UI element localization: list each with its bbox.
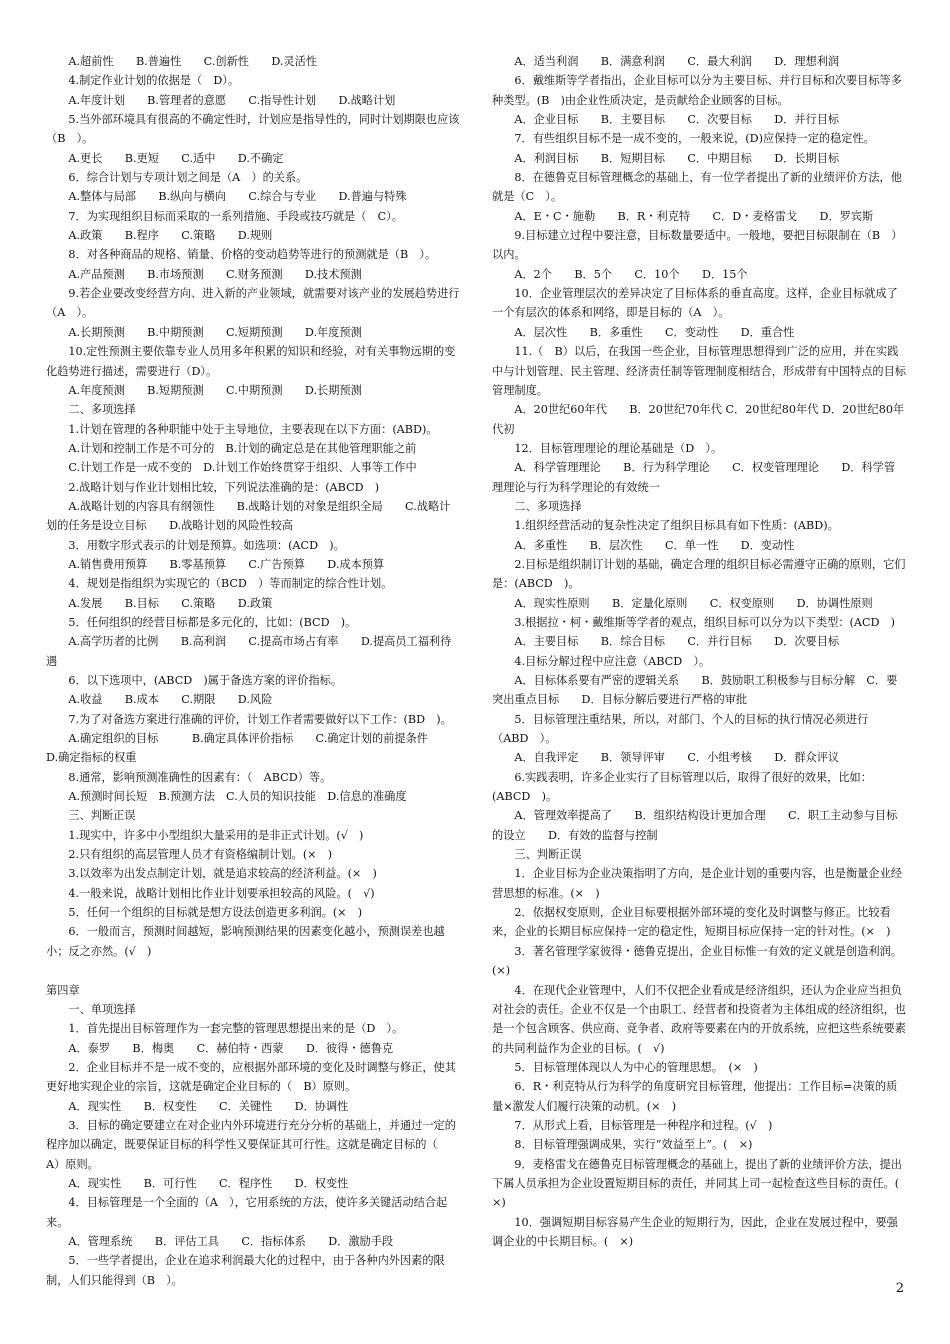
text-line: 9．麦格雷戈在德鲁克目标管理概念的基础上，提出了新的业绩评价方法，提出下属人员承担为企业设置短期目标的责任，并同其上司一起检查这些目标的责任。( ×) bbox=[492, 1157, 911, 1210]
text-line: 5．任何组织的经营目标都是多元化的，比如：(BCD )。 bbox=[68, 615, 357, 629]
text-line: C.计划工作是一成不变的 D.计划工作始终贯穿于组织、人事等工作中 bbox=[68, 461, 417, 475]
text-line: A．多重性 B．层次性 C．单一性 D．变动性 bbox=[514, 538, 795, 552]
text-line: A.政策 B.程序 C.策略 D.规则 bbox=[68, 229, 273, 243]
text-line: A．主要目标 B．综合目标 C．并行目标 D．次要目标 bbox=[514, 635, 840, 649]
text-line: 5．目标管理注重结果，所以，对部门、个人的目标的执行情况必须进行（ABD ）。 bbox=[492, 712, 869, 746]
text-line: 3．目标的确定要建立在对企业内外环境进行充分分析的基础上，并通过一定的程序加以确定，既要保证目标的科学性又要保证其可行性。这就是确定目标的（ A）原则。 bbox=[46, 1118, 456, 1171]
text-line: 4.目标分解过程中应注意（ABCD ）。 bbox=[514, 654, 711, 668]
section-heading: 二、多项选择 bbox=[514, 499, 582, 513]
text-line: 2.战略计划与作业计划相比较，下列说法准确的是：(ABCD ) bbox=[68, 480, 380, 494]
text-line: 7．有些组织目标不是一成不变的，一般来说，(D)应保持一定的稳定性。 bbox=[514, 132, 875, 146]
text-line: A.年度预测 B.短期预测 C.中期预测 D.长期预测 bbox=[68, 383, 362, 397]
text-line: 6.实践表明，许多企业实行了目标管理以后，取得了很好的效果，比如：(ABCD )。 bbox=[492, 770, 872, 804]
text-line: 11.（ B）以后，在我国一些企业，目标管理思想得到广泛的应用，并在实践中与计划管理、民主管理、经济责任制等管理制度相结合，形成带有中国特点的目标管理制度。 bbox=[492, 345, 906, 397]
text-line: A．现实性 B．权变性 C．关键性 D．协调性 bbox=[68, 1099, 349, 1113]
text-line: 3．著名管理学家彼得・德鲁克提出，企业目标惟一有效的定义就是创造利润。(×) bbox=[492, 944, 902, 978]
text-line: 9.若企业要改变经营方向、进入新的产业领域，就需要对该产业的发展趋势进行（A ）。 bbox=[46, 287, 460, 320]
text-line: 6．R・利克特从行为科学的角度研究目标管理，他提出：工作目标=决策的质量×激发人们履行决策的动机。(× ) bbox=[492, 1080, 898, 1113]
text-line: 6．综合计划与专项计划之间是（A ）的关系。 bbox=[68, 171, 308, 185]
text-line: A．利润目标 B．短期目标 C．中期目标 D．长期目标 bbox=[514, 151, 840, 165]
text-line: 1.现实中，许多中小型组织大量采用的是非正式计划。(√ ) bbox=[68, 828, 364, 842]
text-line: 4．在现代企业管理中，人们不仅把企业看成是经济组织，还认为企业应当担负对社会的责任。企业不仅是一个由职工、经营者和投资者为主体组成的经济组织，也是一个包含顾客、供应商、竞争者、政府等要素在内的开放系统，应把这些系统要素的共同利益作为企业的目标。( √) bbox=[492, 983, 906, 1055]
text-line: 7．为实现组织目标而采取的一系列措施、手段或技巧就是（ C）。 bbox=[68, 209, 403, 223]
text-line: A．管理效率提高了 B．组织结构设计更加合理 C．职工主动参与目标的设立 D．有效的监督与控制 bbox=[492, 809, 898, 842]
page-number: 2 bbox=[895, 1281, 904, 1296]
text-line: 6．戴维斯等学者指出，企业目标可以分为主要目标、并行目标和次要目标等多种类型。(B )由企业性质决定，是贡献给企业顾客的目标。 bbox=[492, 74, 902, 107]
text-line: 12．目标管理理论的理论基础是（D ）。 bbox=[514, 441, 723, 455]
text-line: 5．一些学者提出，企业在追求利润最大化的过程中，由于各种内外因素的限制，人们只能得到（B ）。 bbox=[46, 1254, 445, 1287]
text-line: A．层次性 B．多重性 C．变动性 D．重合性 bbox=[514, 325, 795, 339]
text-line: A.长期预测 B.中期预测 C.短期预测 D.年度预测 bbox=[68, 325, 362, 339]
text-line: 6．以下选项中，(ABCD )属于备选方案的评价指标。 bbox=[68, 674, 343, 687]
text-line: A．适当利润 B．满意利润 C．最大利润 D．理想利润 bbox=[514, 55, 840, 68]
text-line: 3.以效率为出发点制定计划，就是追求较高的经济利益。(× ) bbox=[68, 867, 377, 881]
blank-line bbox=[46, 961, 460, 980]
text-line: 5．目标管理体现以人为中心的管理思想。 (× ) bbox=[514, 1060, 758, 1074]
text-line: A．企业目标 B．主要目标 C．次要目标 D．并行目标 bbox=[514, 113, 840, 127]
section-heading: 一、单项选择 bbox=[68, 1002, 136, 1016]
text-line: 1．企业目标为企业决策指明了方向，是企业计划的重要内容，也是衡量企业经营思想的标准。(× ) bbox=[492, 867, 902, 900]
text-line: 2.只有组织的高层管理人员才有资格编制计划。(× ) bbox=[68, 848, 333, 862]
text-line: 8.通常，影响预测准确性的因素有：（ ABCD）等。 bbox=[68, 770, 332, 784]
text-line: A.产品预测 B.市场预测 C.财务预测 D.技术预测 bbox=[68, 267, 362, 281]
text-line: 4.制定作业计划的依据是（ D）。 bbox=[68, 74, 240, 88]
text-line: 8．对各种商品的规格、销量、价格的变动趋势等进行的预测就是（B ）。 bbox=[68, 248, 437, 262]
text-line: 3．用数字形式表示的计划是预算。如选项：(ACD )。 bbox=[68, 538, 345, 552]
text-line: 1．首先提出目标管理作为一套完整的管理思想提出来的是（D ）。 bbox=[68, 1022, 404, 1036]
text-line: 2．企业目标并不是一成不变的，应根据外部环境的变化及时调整与修正，使其更好地实现企业的宗旨，这就是确定企业目标的（ B）原则。 bbox=[46, 1060, 456, 1094]
text-line: 1.计划在管理的各种职能中处于主导地位，主要表现在以下方面：(ABD)。 bbox=[68, 422, 438, 436]
text-line: 4．目标管理是一个全面的（A ），它用系统的方法，使许多关键活动结合起来。 bbox=[46, 1196, 448, 1229]
left-column bbox=[46, 52, 460, 1290]
text-line: 7．从形式上看，目标管理是一种程序和过程。(√ ) bbox=[514, 1118, 773, 1132]
text-line: A.超前性 B.普遍性 C.创新性 D.灵活性 bbox=[68, 55, 318, 68]
text-line: A．泰罗 B．梅奥 C．赫伯特・西蒙 D．彼得・德鲁克 bbox=[68, 1041, 394, 1055]
text-line: 6．一般而言，预测时间越短，影响预测结果的因素变化越小，预测误差也越小；反之亦然。(√ ) bbox=[46, 925, 445, 958]
section-heading: 三、判断正误 bbox=[68, 809, 136, 823]
text-line: 10．强调短期目标容易产生企业的短期行为，因此，企业在发展过程中，要强调企业的中长期目标。( ×) bbox=[492, 1215, 898, 1248]
text-line: A.发展 B.目标 C.策略 D.政策 bbox=[68, 596, 273, 610]
text-line: 7.为了对备选方案进行准确的评价，计划工作者需要做好以下工作：(BD )。 bbox=[68, 712, 452, 726]
text-line: A.确定组织的目标 B.确定具体评价指标 C.确定计划的前提条件 D.确定指标的权重 bbox=[46, 732, 451, 765]
text-line: A．现实性原则 B．定量化原则 C．权变原则 D．协调性原则 bbox=[514, 596, 873, 610]
text-line: A.计划和控制工作是不可分的 B.计划的确定总是在其他管理职能之前 bbox=[68, 441, 417, 455]
text-line: A.年度计划 B.管理者的意愿 C.指导性计划 D.战略计划 bbox=[68, 93, 396, 107]
text-line: 4.一般来说，战略计划相比作业计划要承担较高的风险。( √) bbox=[68, 886, 375, 900]
text-line: A.高学历者的比例 B.高利润 C.提高市场占有率 D.提高员工福利待遇 bbox=[46, 635, 452, 668]
text-line: 2.目标是组织制订计划的基础，确定合理的组织目标必需遵守正确的原则，它们是：(ABCD )。 bbox=[492, 557, 906, 591]
text-line: 10.定性预测主要依靠专业人员用多年积累的知识和经验，对有关事物远期的变化趋势进行描述，需要进行（D）。 bbox=[46, 345, 456, 378]
text-line: 4．规划是指组织为实现它的（BCD ）等而制定的综合性计划。 bbox=[68, 577, 393, 591]
text-line: A．E・C・施勒 B．R・利克特 C．D・麦格雷戈 D．罗宾斯 bbox=[514, 209, 874, 223]
text-line: A．20世纪60年代 B．20世纪70年代 C．20世纪80年代 D．20世纪80年代初 bbox=[492, 403, 905, 436]
section-heading: 三、判断正误 bbox=[514, 848, 582, 862]
text-line: A.整体与局部 B.纵向与横向 C.综合与专业 D.普遍与特殊 bbox=[68, 190, 407, 204]
section-heading: 二、多项选择 bbox=[68, 403, 136, 417]
text-line: A.销售费用预算 B.零基预算 C.广告预算 D.成本预算 bbox=[68, 557, 385, 571]
text-line: A．自我评定 B．领导评审 C．小组考核 D．群众评议 bbox=[514, 751, 840, 765]
text-line: A.预测时间长短 B.预测方法 C.人员的知识技能 D.信息的准确度 bbox=[68, 790, 407, 804]
text-line: A.战略计划的内容具有纲领性 B.战略计划的对象是组织全局 C.战略计划的任务是设立目标 D.战略计划的风险性较高 bbox=[46, 499, 451, 533]
chapter-heading: 第四章 bbox=[46, 983, 80, 997]
text-line: 1.组织经营活动的复杂性决定了组织目标具有如下性质：(ABD)。 bbox=[514, 519, 839, 533]
text-line: 5．任何一个组织的目标就是想方设法创造更多利润。(× ) bbox=[68, 906, 363, 920]
text-line: 3.根据拉・柯・戴维斯等学者的观点，组织目标可以分为以下类型：(ACD ) bbox=[514, 615, 896, 629]
text-line: 10．企业管理层次的差异决定了目标体系的垂直高度。这样，企业目标就成了一个有层次的体系和网络，即是目标的（A ）。 bbox=[492, 287, 898, 320]
text-line: A．现实性 B．可行性 C．程序性 D．权变性 bbox=[68, 1176, 349, 1190]
text-line: A．目标体系要有严密的逻辑关系 B．鼓励职工积极参与目标分解 C．要突出重点目标 D．目标分解后要进行严格的审批 bbox=[492, 674, 898, 707]
right-column bbox=[492, 52, 911, 1251]
text-line: 2．依据权变原则，企业目标要根据外部环境的变化及时调整与修正。比较看来，企业的长期目标应保持一定的稳定性，短期目标应保持一定的针对性。(× ) bbox=[492, 906, 891, 939]
text-line: A．2个 B．5个 C．10个 D．15个 bbox=[514, 267, 748, 281]
text-line: 8．目标管理强调成果，实行“效益至上”。( ×) bbox=[514, 1138, 753, 1152]
text-line: 5.当外部环境具有很高的不确定性时，计划应是指导性的，同时计划期限也应该（B ）。 bbox=[46, 113, 460, 146]
text-line: 9.目标建立过程中要注意，目标数量要适中。一般地，要把目标限制在（B ）以内。 bbox=[492, 229, 903, 262]
text-line: 8．在德鲁克目标管理概念的基础上，有一位学者提出了新的业绩评价方法，他就是（C ）。 bbox=[492, 171, 902, 204]
text-line: A.收益 B.成本 C.期限 D.风险 bbox=[68, 693, 273, 707]
text-line: A.更长 B.更短 C.适中 D.不确定 bbox=[68, 151, 284, 165]
text-line: A．管理系统 B．评估工具 C．指标体系 D．激励手段 bbox=[68, 1234, 394, 1248]
text-line: A．科学管理理论 B．行为科学理论 C．权变管理理论 D．科学管理理论与行为科学理论的有效统一 bbox=[492, 461, 896, 494]
